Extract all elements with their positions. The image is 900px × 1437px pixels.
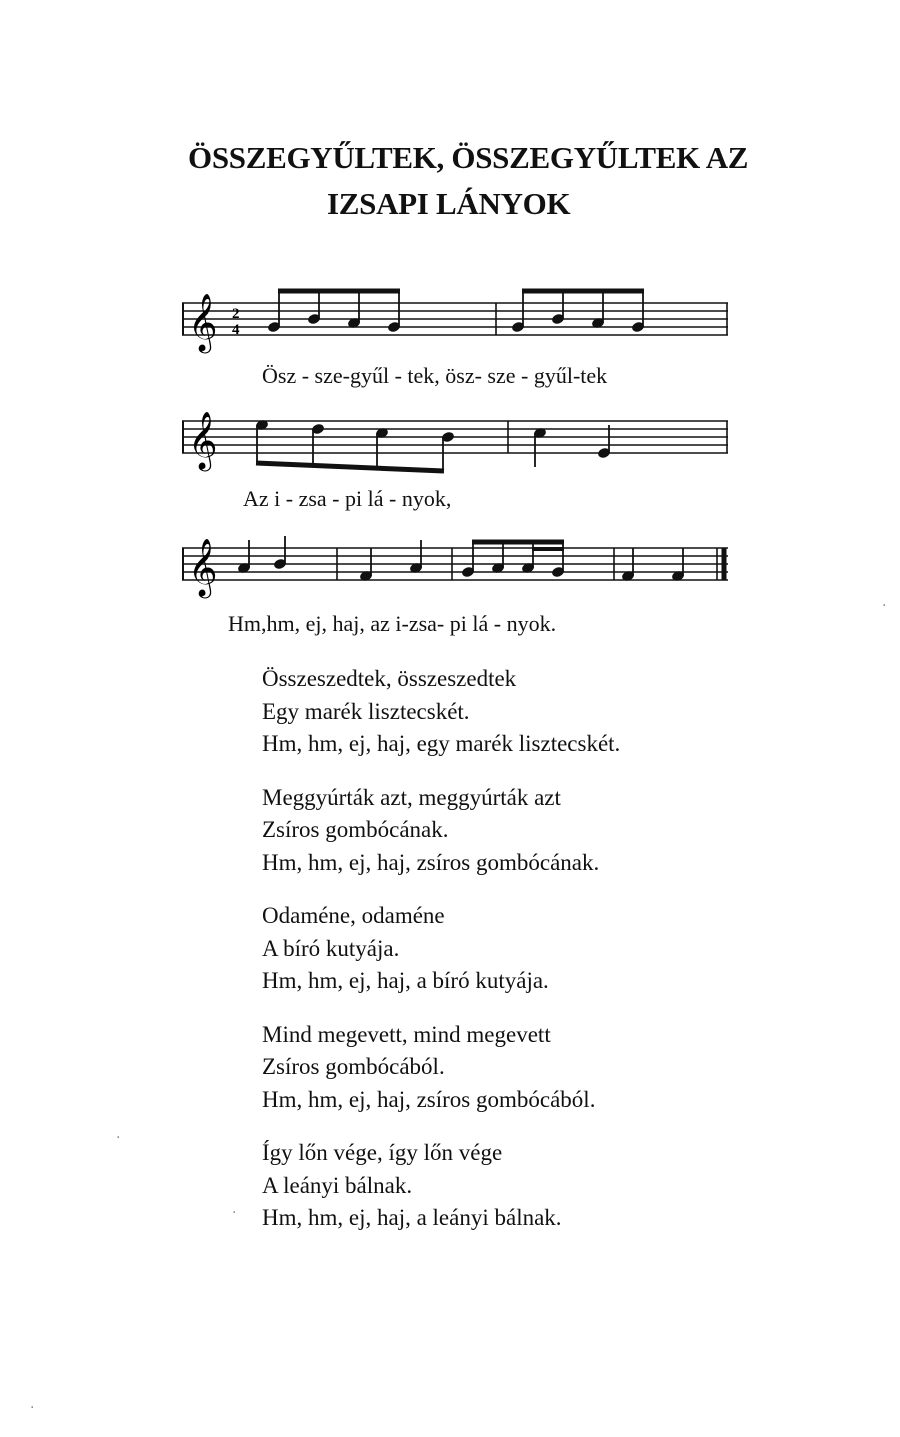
music-staff-system-2 xyxy=(182,401,742,481)
verse-3 xyxy=(262,900,822,998)
notes-measure-4 xyxy=(533,425,610,467)
verses xyxy=(262,663,822,1256)
verse-line: Zsíros gombócából. xyxy=(262,1054,445,1079)
scan-speck: · xyxy=(232,1205,237,1221)
verse-line: Zsíros gombócának. xyxy=(262,817,449,842)
notes-measure-5 xyxy=(237,536,286,574)
staff-lines xyxy=(182,548,728,580)
verse-line: A leányi bálnak. xyxy=(262,1172,413,1198)
scan-speck: · xyxy=(116,1130,121,1146)
notes-measure-8 xyxy=(621,548,684,582)
verse-line: Hm, hm, ej, haj, zsíros gombócának. xyxy=(262,849,600,875)
treble-clef-icon: 𝄞 xyxy=(188,411,218,469)
verse-line: A bíró kutyája. xyxy=(262,935,400,961)
verse-line: Összeszedtek, összeszedtek xyxy=(262,666,517,691)
song-title-line-2: IZSAPI LÁNYOK xyxy=(327,186,571,221)
verse-line: Hm, hm, ej, haj, zsíros gombócából. xyxy=(262,1086,596,1112)
time-signature-top: 2 xyxy=(232,306,240,322)
scan-speck: · xyxy=(882,598,887,614)
lyrics-system-1: Ösz - sze-gyűl - tek, ösz- sze - gyűl-tek xyxy=(262,363,608,388)
scan-speck: · xyxy=(30,1400,35,1416)
verse-line: Mind megevett, mind megevett xyxy=(262,1021,551,1047)
music-staff-system-1 xyxy=(182,283,742,363)
verse-line: Hm, hm, ej, haj, a bíró kutyája. xyxy=(262,968,549,993)
verse-line: Hm, hm, ej, haj, a leányi bálnak. xyxy=(262,1205,562,1230)
verse-5 xyxy=(262,1137,822,1235)
treble-clef-icon: 𝄞 xyxy=(188,293,218,351)
music-staff-system-3 xyxy=(182,528,742,608)
verse-line: Odaméne, odaméne xyxy=(262,903,445,928)
lyrics-system-2: Az i - zsa - pi lá - nyok, xyxy=(243,486,452,511)
time-signature-bottom: 4 xyxy=(232,322,240,338)
treble-clef-icon: 𝄞 xyxy=(188,538,218,596)
verse-line: Így lőn vége, így lőn vége xyxy=(262,1140,503,1165)
verse-line: Hm, hm, ej, haj, egy marék lisztecskét. xyxy=(262,731,621,756)
verse-2 xyxy=(262,782,822,880)
lyrics-system-3: Hm,hm, ej, haj, az i-zsa- pi lá - nyok. xyxy=(228,611,557,636)
verse-line: Meggyúrták azt, meggyúrták azt xyxy=(262,784,561,810)
song-title-line-1: ÖSSZEGYŰLTEK, ÖSSZEGYŰLTEK AZ xyxy=(188,140,749,175)
staff-lines xyxy=(182,303,728,335)
verse-1 xyxy=(262,663,822,761)
verse-line: Egy marék lisztecskét. xyxy=(262,698,470,724)
verse-4 xyxy=(262,1019,822,1117)
notes-measure-6 xyxy=(359,540,422,582)
